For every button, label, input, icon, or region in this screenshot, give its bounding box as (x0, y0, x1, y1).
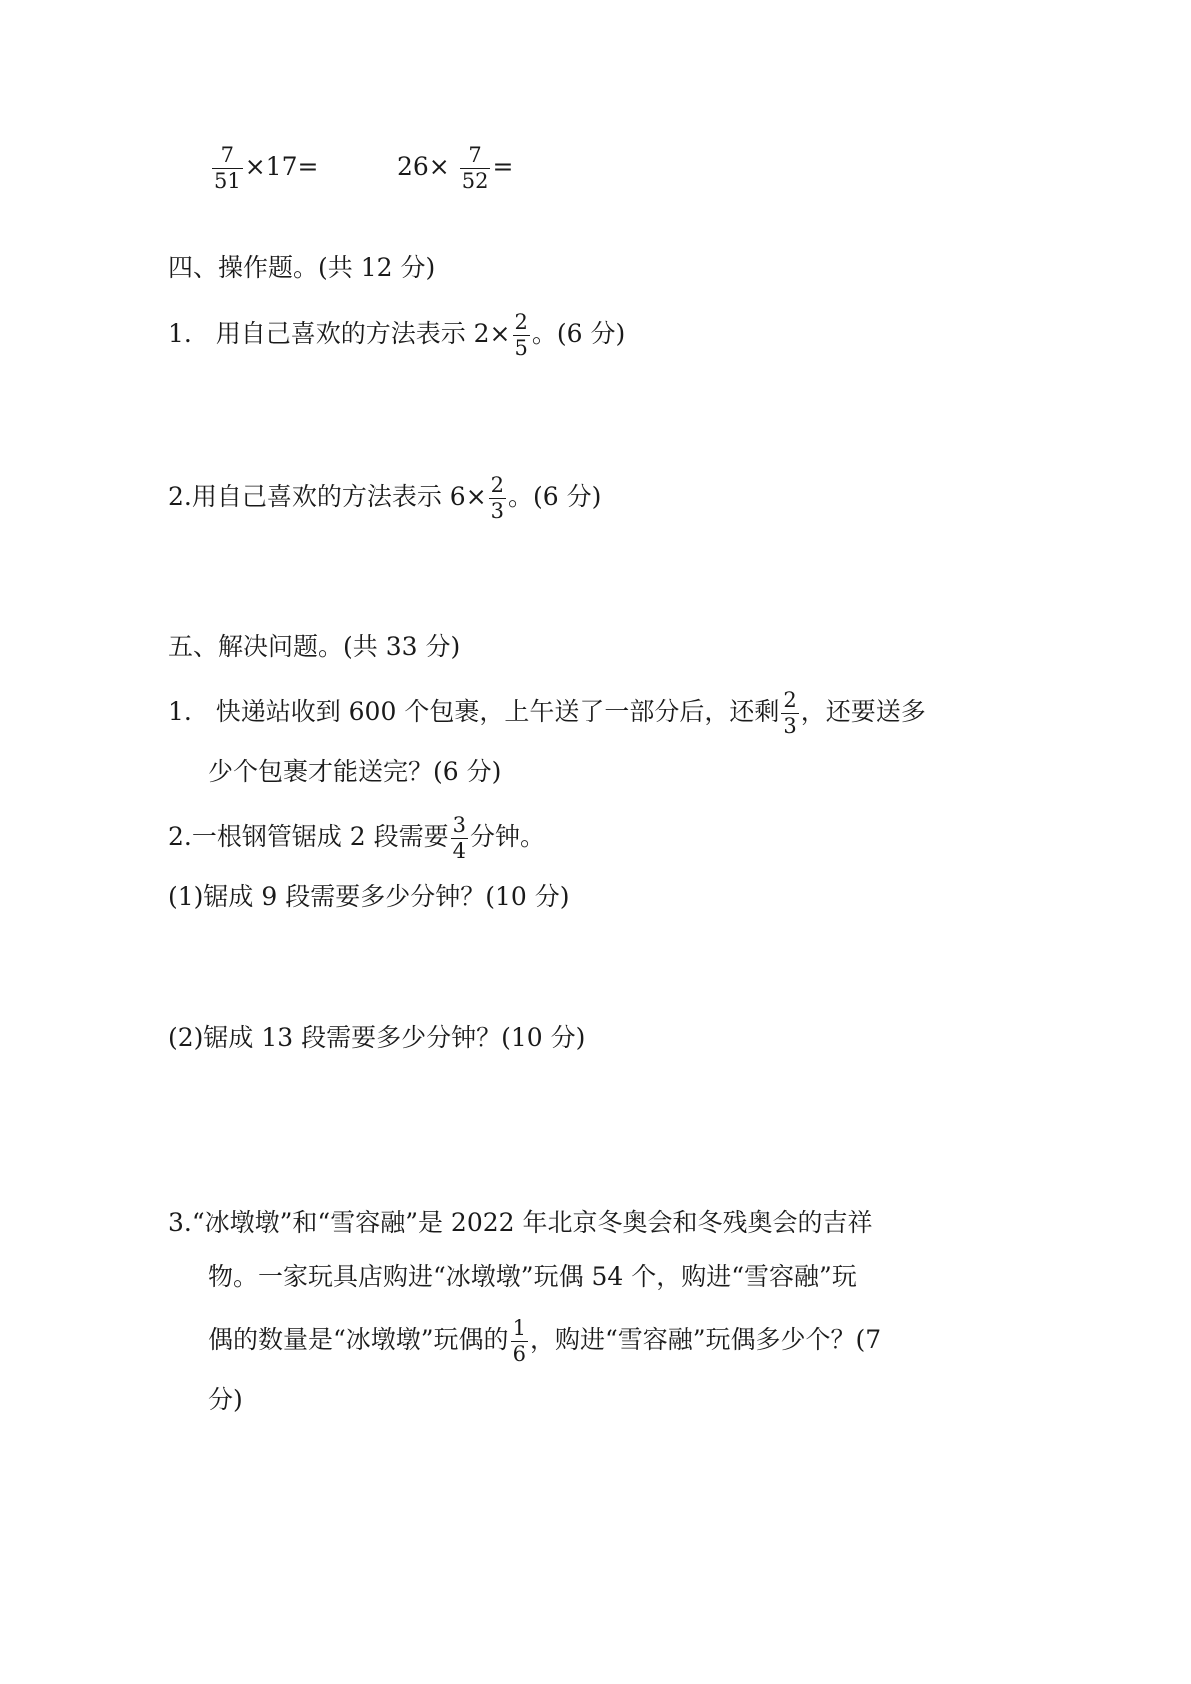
section-5-question-3-line-4: 分) (208, 1385, 243, 1414)
section-5-question-1-line-2: 少个包裹才能送完？(6 分) (208, 757, 502, 786)
section-5-question-3-line-1: 3.“冰墩墩”和“雪容融”是 2022 年北京冬奥会和冬残奥会的吉祥 (168, 1208, 873, 1237)
fraction: $\frac{2}{3}$ (783, 688, 797, 738)
section-4-question-1: 1. 用自己喜欢的方法表示 2× $\frac{2}{5}$ 。(6 分) (168, 310, 626, 360)
calc-expression-1: $\frac{7}{51}$ ×17= (214, 143, 319, 193)
section-5-question-1: 1. 快递站收到 600 个包裹，上午送了一部分后，还剩 $\frac{2}{3}$ ，还要送多 (168, 688, 926, 738)
calc-expression-2: 26× $\frac{7}{52}$ = (397, 143, 514, 193)
fraction: $\frac{1}{6}$ (512, 1316, 526, 1366)
section-5-question-2-sub-2: (2)锯成 13 段需要多少分钟？(10 分) (168, 1023, 586, 1052)
section-4-question-2: 2.用自己喜欢的方法表示 6× $\frac{2}{3}$ 。(6 分) (168, 473, 602, 523)
section-5-question-2: 2.一根钢管锯成 2 段需要 $\frac{3}{4}$ 分钟。 (168, 813, 546, 863)
section-5-question-3-line-2: 物。一家玩具店购进“冰墩墩”玩偶 54 个，购进“雪容融”玩 (208, 1262, 857, 1291)
fraction: $\frac{2}{3}$ (490, 473, 505, 523)
fraction: $\frac{7}{52}$ (461, 143, 489, 193)
fraction: $\frac{7}{51}$ (214, 143, 241, 193)
section-5-question-2-sub-1: (1)锯成 9 段需要多少分钟？(10 分) (168, 882, 570, 911)
section-5-question-3-line-3: 偶的数量是“冰墩墩”玩偶的 $\frac{1}{6}$ ，购进“雪容融”玩偶多少个？(7 (208, 1316, 882, 1366)
fraction: $\frac{2}{5}$ (514, 310, 528, 360)
section-4-title: 四、操作题。(共 12 分) (168, 253, 436, 282)
fraction: $\frac{3}{4}$ (452, 813, 467, 863)
section-5-title: 五、解决问题。(共 33 分) (168, 632, 461, 661)
